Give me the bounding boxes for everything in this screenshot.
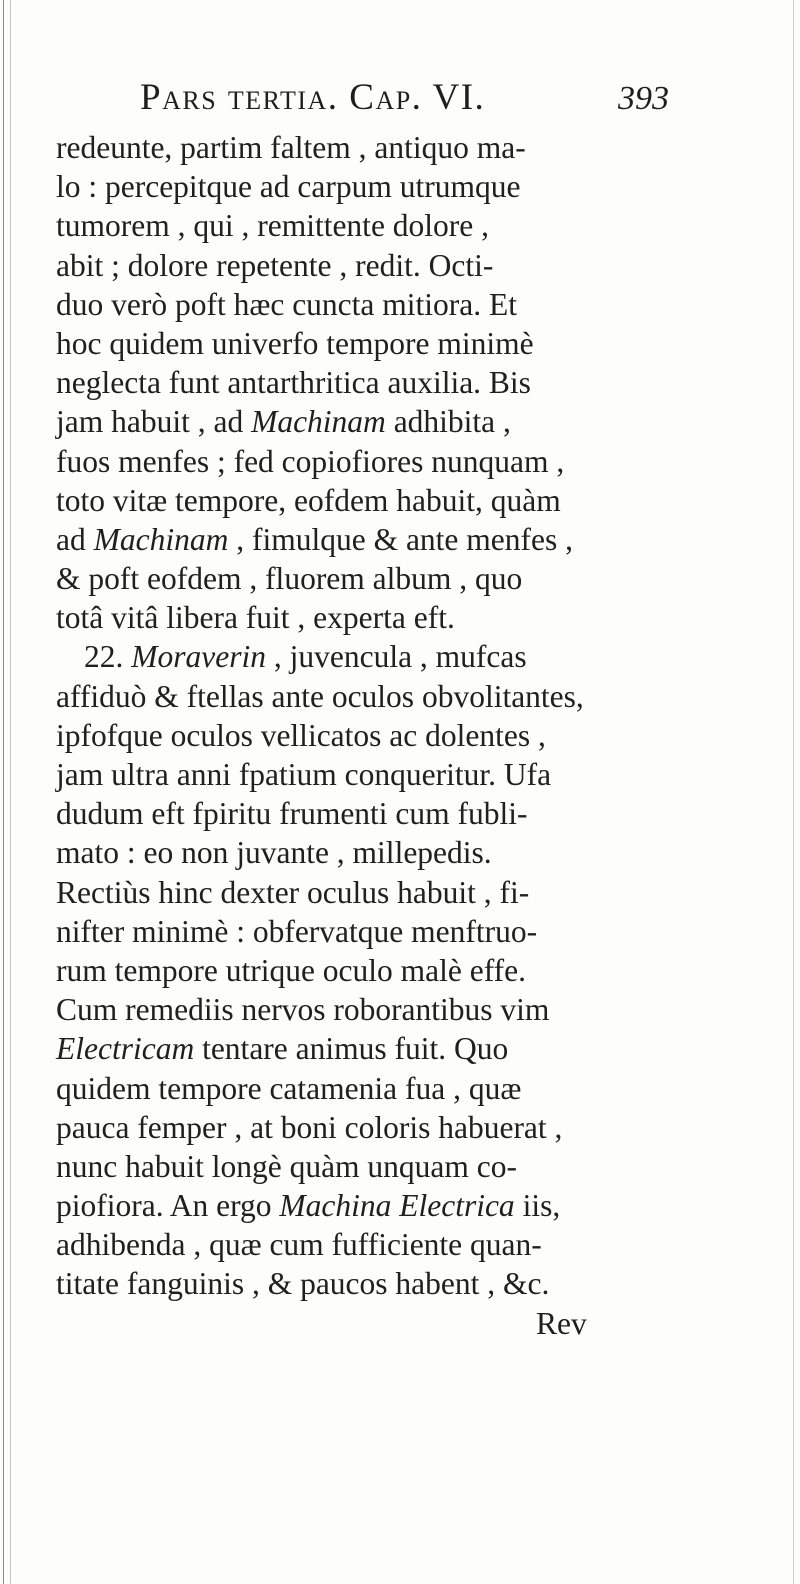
page-edge-line xyxy=(10,0,11,1584)
text-segment: iis, xyxy=(514,1188,561,1224)
text-line xyxy=(56,951,772,990)
page-edge-line xyxy=(793,0,794,1584)
text-line xyxy=(56,324,772,363)
text-segment: toto vitæ tempore, eofdem habuit, quàm xyxy=(56,482,561,518)
text-line xyxy=(56,598,772,637)
text-line xyxy=(56,128,772,167)
italic-text: Machinam xyxy=(251,404,386,440)
text-segment: Cum remediis nervos roborantibus vim xyxy=(56,992,550,1028)
text-line xyxy=(56,1225,772,1264)
text-line xyxy=(56,637,772,676)
text-line xyxy=(56,363,772,402)
text-line xyxy=(56,1264,772,1303)
italic-text: Electricam xyxy=(56,1031,195,1067)
text-segment: ad xyxy=(56,521,94,557)
text-segment: lo : percepitque ad carpum utrumque xyxy=(56,169,521,205)
text-segment: , juvencula , mufcas xyxy=(265,639,527,675)
text-line xyxy=(56,755,772,794)
text-segment: mato : eo non juvante , millepedis. xyxy=(56,835,492,871)
text-line xyxy=(56,481,772,520)
text-segment: Rectiùs hinc dexter oculus habuit , fi- xyxy=(56,874,530,910)
text-line xyxy=(56,1029,772,1068)
text-segment: totâ vitâ libera fuit , experta eft. xyxy=(56,600,455,636)
text-line xyxy=(56,520,772,559)
text-segment: ipfofque oculos vellicatos ac dolentes , xyxy=(56,717,546,753)
text-segment: duo verò poft hæc cuncta mitiora. Et xyxy=(56,286,517,322)
text-line xyxy=(56,285,772,324)
page-edge-line xyxy=(3,0,4,1584)
text-segment: nunc habuit longè quàm unquam co- xyxy=(56,1148,518,1184)
text-segment: rum tempore utrique oculo malè effe. xyxy=(56,952,526,988)
text-line xyxy=(56,559,772,598)
text-segment: titate fanguinis , & paucos habent , &c. xyxy=(56,1266,550,1302)
text-segment: redeunte, partim faltem , antiquo ma- xyxy=(56,130,526,165)
text-line xyxy=(56,1186,772,1225)
text-line xyxy=(56,833,772,872)
text-segment: neglecta funt antarthritica auxilia. Bis xyxy=(56,365,531,401)
text-segment: & poft eofdem , fluorem album , quo xyxy=(56,561,523,597)
text-segment: adhibita , xyxy=(385,404,511,440)
text-line xyxy=(56,206,772,245)
text-line xyxy=(56,990,772,1029)
body-text xyxy=(56,128,772,1343)
text-line xyxy=(56,912,772,951)
page-number: 393 xyxy=(618,80,669,117)
text-segment: dudum eft fpiritu frumenti cum fubli- xyxy=(56,796,528,832)
text-line xyxy=(56,716,772,755)
italic-text: Machinam xyxy=(93,521,229,557)
text-line xyxy=(56,246,772,285)
text-segment: 22. xyxy=(84,639,132,675)
text-line xyxy=(56,442,772,481)
text-segment: affiduò & ftellas ante oculos obvolitantes, xyxy=(56,678,584,714)
text-line xyxy=(56,677,772,716)
text-line xyxy=(56,167,772,206)
text-segment: tentare animus fuit. Quo xyxy=(194,1031,509,1067)
text-segment: pauca femper , at boni coloris habuerat , xyxy=(56,1109,563,1145)
text-segment: nifter minimè : obfervatque menftruo- xyxy=(56,913,538,949)
text-segment: quidem tempore catamenia fua , quæ xyxy=(56,1070,522,1106)
text-line xyxy=(56,794,772,833)
italic-text: Machina Electrica xyxy=(279,1188,515,1224)
catchword: Rev xyxy=(536,1305,587,1341)
text-segment: adhibenda , quæ cum fufficiente quan- xyxy=(56,1227,542,1263)
page-header xyxy=(140,76,780,124)
text-segment: abit ; dolore repetente , redit. Octi- xyxy=(56,247,494,283)
text-line xyxy=(56,1069,772,1108)
text-line xyxy=(56,1147,772,1186)
text-segment: jam habuit , ad xyxy=(56,404,252,440)
text-segment: tumorem , qui , remittente dolore , xyxy=(56,208,490,244)
text-segment: , fimulque & ante menfes , xyxy=(228,521,573,557)
text-segment: jam ultra anni fpatium conqueritur. Ufa xyxy=(56,757,552,792)
text-line xyxy=(56,1108,772,1147)
text-line xyxy=(56,873,772,912)
italic-text: Moraverin xyxy=(131,639,266,675)
text-segment: piofiora. An ergo xyxy=(56,1188,280,1224)
text-segment: fuos menfes ; fed copiofiores nunquam , xyxy=(56,443,565,479)
text-segment: hoc quidem univerfo tempore minimè xyxy=(56,325,534,361)
text-line xyxy=(56,402,772,441)
running-head: Pars tertia. Cap. VI. xyxy=(140,77,486,118)
